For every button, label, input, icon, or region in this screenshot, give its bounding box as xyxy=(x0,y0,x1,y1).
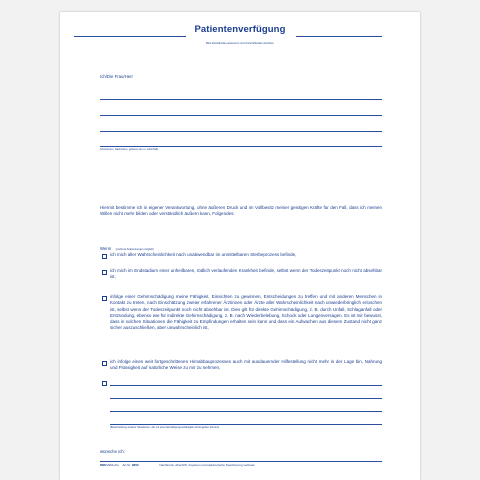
option-3-text: infolge einer Gehirnschädigung meine Fähigkeit, Einsichten zu gewinnen, Entscheidungen zu treffen und mit anderen Menschen in Kontakt zu treten, nach Einschätzung zweier erfahrener Ärztinnen oder Ärzte aller Wahrscheinlichkeit nach unwiederbringlich erloschen ist, selbst wenn der Todeszeitpunkt noch nicht absehbar ist. Dies gilt für direkte Gehirnschädigung, z. B. durch Unfall, Schlaganfall oder Entzündung, ebenso wie für indirekte Gehirnschädigung, z. B. nach Wiederbelebung, Schock oder Lungenversagen. Es ist mir bewusst, dass in solchen Situationen die Fähigkeit zu Empfindungen erhalten sein kann und dass ein Aufwachen aus diesem Zustand nicht ganz sicher auszuschließen, aber unwahrscheinlich ist, xyxy=(110,294,382,331)
page-subtitle: Bitte Zutreffendes ankreuzen und Unzutreffendes streichen xyxy=(206,42,274,45)
other-line-3[interactable] xyxy=(110,411,382,412)
footer xyxy=(100,463,382,467)
option-2-checkbox[interactable] xyxy=(102,270,107,275)
form-sheet xyxy=(60,12,420,480)
wenn-label: Wenn xyxy=(100,246,112,251)
option-4-checkbox[interactable] xyxy=(102,361,107,366)
wenn-note: (mehrere Ankreuzungen möglich) xyxy=(115,248,154,251)
option-4-text: ich infolge eines weit fortgeschrittenen Hirnabbauprozesses auch mit ausdauernder Hilfestellung nicht mehr in der Lage bin, Nahrung und Flüssigkeit auf natürliche Weise zu mir zu nehmen, xyxy=(110,359,382,371)
footer-notice: Nachdruck, Abschrift, Kopieren und elektronische Speicherung verboten xyxy=(159,463,256,467)
other-line-4[interactable] xyxy=(110,424,382,425)
title-rule-right xyxy=(296,36,382,37)
person-line-3[interactable] xyxy=(100,131,382,132)
person-line-2[interactable] xyxy=(100,115,382,116)
wish-label: wünsche ich: xyxy=(100,449,125,454)
other-caption: (Beschreibung anderer Situationen, die mit einer Einwilligungsunfähigkeit einhergehen können) xyxy=(110,426,220,429)
option-1-checkbox[interactable] xyxy=(102,254,107,259)
page-title: Patientenverfügung xyxy=(194,24,286,35)
other-line-1[interactable] xyxy=(110,385,382,386)
footer-brand-suffix: VERLAG xyxy=(106,463,119,467)
footer-art-label: Art.Nr. xyxy=(122,463,132,467)
footer-brand: RNK xyxy=(100,463,107,467)
intro-text: Hiermit bestimme ich in eigener Verantwortung, ohne äußeren Druck und im Vollbesitz meiner geistigen Kräfte für den Fall, dass ich meinen Willen nicht mehr bilden oder verständlich äußern kann, Folgendes: xyxy=(100,205,382,217)
person-line-4[interactable] xyxy=(100,146,382,147)
footer-art-no: 2893 xyxy=(131,463,139,467)
person-caption: (Vorname/n, Nachname, geboren am in, wohnhaft) xyxy=(100,148,159,151)
option-1-text: ich mich aller Wahrscheinlichkeit nach unabwendbar im unmittelbaren Sterbeprozess befinde, xyxy=(110,252,297,257)
person-line-1[interactable] xyxy=(100,99,382,100)
other-line-2[interactable] xyxy=(110,398,382,399)
footer-rule xyxy=(100,461,382,462)
option-5-checkbox[interactable] xyxy=(102,381,107,386)
option-3-checkbox[interactable] xyxy=(102,296,107,301)
title-rule-left xyxy=(74,36,186,37)
option-2-text: ich mich im Endstadium einer unheilbaren, tödlich verlaufenden Krankheit befinde, selbst wenn der Todeszeitpunkt noch nicht absehbar ist, xyxy=(110,268,382,280)
person-label: Ich/Die Frau/Herr xyxy=(100,74,133,79)
